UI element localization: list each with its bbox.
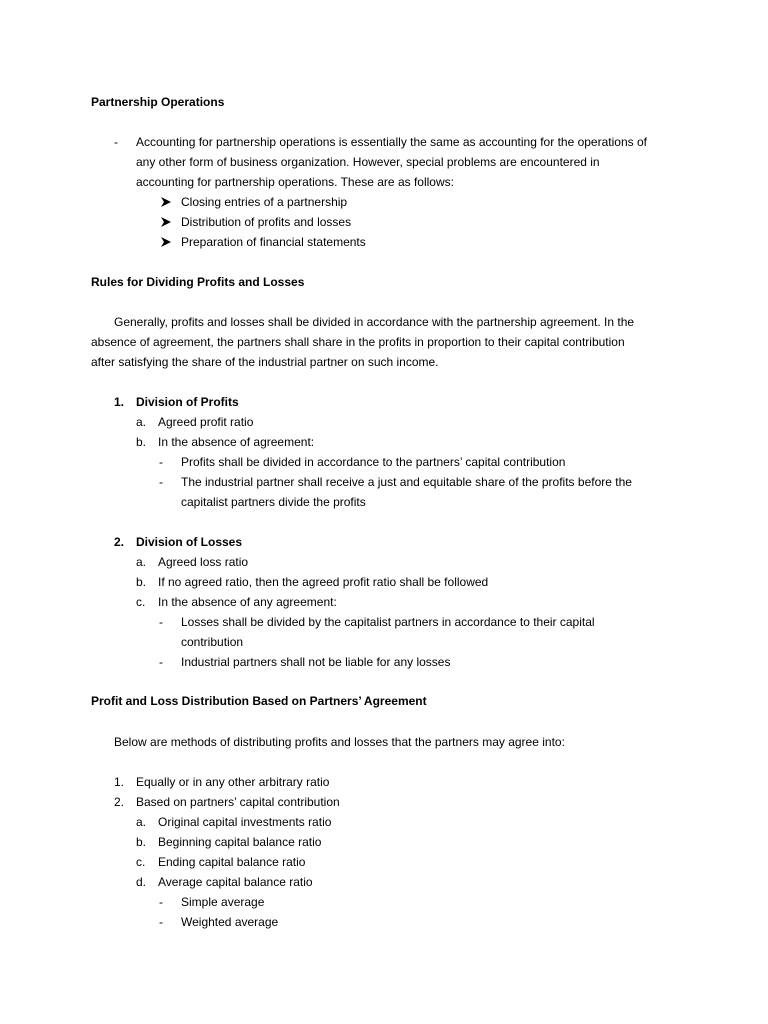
list-letter: d.	[136, 875, 147, 889]
section-heading-distribution-agreement: Profit and Loss Distribution Based on Partners’ Agreement	[91, 694, 427, 708]
paragraph-line: after satisfying the share of the industrial partner on such income.	[91, 355, 439, 369]
list-item: In the absence of agreement:	[158, 435, 315, 449]
arrow-bullet-icon	[160, 196, 172, 208]
list-item-continuation: capitalist partners divide the profits	[181, 495, 366, 509]
list-letter: c.	[136, 855, 146, 869]
paragraph-line: any other form of business organization. However, special problems are encountered in	[136, 155, 600, 169]
arrow-bullet-icon	[160, 216, 172, 228]
paragraph-line: Generally, profits and losses shall be divided in accordance with the partnership agreement. In the	[114, 315, 635, 329]
paragraph-line: Accounting for partnership operations is essentially the same as accounting for the operations of	[136, 135, 647, 149]
list-letter: b.	[136, 575, 147, 589]
list-item: Industrial partners shall not be liable for any losses	[181, 655, 451, 669]
list-item: Beginning capital balance ratio	[158, 835, 322, 849]
list-item: In the absence of any agreement:	[158, 595, 337, 609]
list-item: Distribution of profits and losses	[181, 215, 352, 229]
dash-bullet: -	[159, 615, 163, 629]
list-item: Simple average	[181, 895, 265, 909]
list-item: Average capital balance ratio	[158, 875, 313, 889]
paragraph-line: Below are methods of distributing profits and losses that the partners may agree into:	[114, 735, 565, 749]
paragraph-line: absence of agreement, the partners shall share in the profits in proportion to their capital contribution	[91, 335, 625, 349]
list-letter: a.	[136, 555, 147, 569]
list-item: Weighted average	[181, 915, 279, 929]
list-item: If no agreed ratio, then the agreed profit ratio shall be followed	[158, 575, 489, 589]
list-item: Losses shall be divided by the capitalist partners in accordance to their capital	[181, 615, 595, 629]
list-item: Agreed loss ratio	[158, 555, 249, 569]
list-number: 1.	[114, 775, 125, 789]
section-heading-partnership-operations: Partnership Operations	[91, 95, 225, 109]
dash-bullet: -	[159, 455, 163, 469]
paragraph-line: accounting for partnership operations. These are as follows:	[136, 175, 454, 189]
list-item: Ending capital balance ratio	[158, 855, 306, 869]
list-item: Equally or in any other arbitrary ratio	[136, 775, 330, 789]
section-heading-rules: Rules for Dividing Profits and Losses	[91, 275, 305, 289]
dash-bullet: -	[159, 915, 163, 929]
list-letter: b.	[136, 835, 147, 849]
list-letter: a.	[136, 815, 147, 829]
list-item-continuation: contribution	[181, 635, 244, 649]
list-letter: a.	[136, 415, 147, 429]
list-item: Based on partners’ capital contribution	[136, 795, 340, 809]
list-item: Agreed profit ratio	[158, 415, 254, 429]
list-letter: c.	[136, 595, 146, 609]
list-item: The industrial partner shall receive a just and equitable share of the profits before the	[181, 475, 632, 489]
list-item: Original capital investments ratio	[158, 815, 332, 829]
list-item: Preparation of financial statements	[181, 235, 366, 249]
subheading-division-of-profits: Division of Profits	[136, 395, 239, 409]
subheading-division-of-losses: Division of Losses	[136, 535, 243, 549]
list-number: 2.	[114, 535, 125, 549]
arrow-bullet-icon	[160, 236, 172, 248]
dash-bullet: -	[159, 895, 163, 909]
dash-bullet: -	[159, 475, 163, 489]
list-item: Closing entries of a partnership	[181, 195, 348, 209]
list-number: 2.	[114, 795, 125, 809]
dash-bullet: -	[114, 135, 118, 149]
list-letter: b.	[136, 435, 147, 449]
dash-bullet: -	[159, 655, 163, 669]
list-number: 1.	[114, 395, 125, 409]
list-item: Profits shall be divided in accordance to the partners’ capital contribution	[181, 455, 566, 469]
